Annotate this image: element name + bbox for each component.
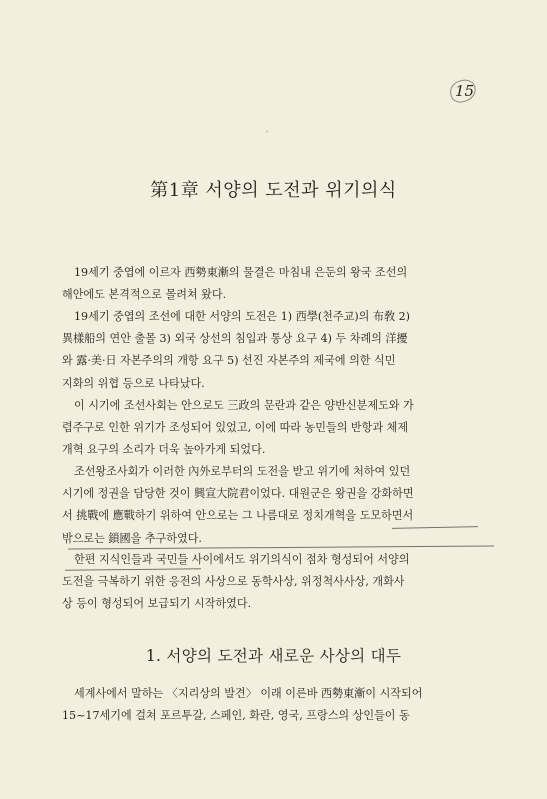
paragraph-3-line-3: 개혁 요구의 소리가 더욱 높아가게 되었다. bbox=[62, 443, 266, 457]
paragraph-6-line-1: 세계사에서 말하는 〈지리상의 발견〉 이래 이른바 西勢東漸이 시작되어 bbox=[74, 687, 423, 700]
paragraph-4-line-3: 서 挑戰에 應戰하기 위하여 안으로는 그 나름대로 정치개혁을 도모하면서 bbox=[62, 509, 414, 523]
paragraph-6-line-2: 15~17세기에 걸쳐 포르투갈, 스페인, 화란, 영국, 프랑스의 상인들이 동 bbox=[62, 709, 410, 723]
chapter-title: 第1章 서양의 도전과 위기의식 bbox=[150, 180, 397, 201]
paragraph-1-line-1: 19세기 중엽에 이르자 西勢東漸의 물결은 마침내 은둔의 왕국 조선의 bbox=[74, 266, 408, 279]
paragraph-1-line-2: 해안에도 본격적으로 몰려쳐 왔다. bbox=[62, 288, 227, 302]
paragraph-2-line-3: 와 露·美·日 자본주의의 개항 요구 5) 선진 자본주의 제국에 의한 식민 bbox=[62, 354, 396, 368]
paragraph-3 bbox=[62, 395, 494, 462]
paragraph-1 bbox=[62, 262, 494, 306]
paragraph-4-line-4: 밖으로는 鎖國을 추구하였다. bbox=[62, 531, 202, 545]
paragraph-3-text bbox=[62, 395, 494, 462]
paragraph-6 bbox=[62, 683, 494, 727]
paragraph-5-line-3: 상 등이 형성되어 보급되기 시작하였다. bbox=[62, 597, 252, 611]
paragraph-2-line-4: 지화의 위협 등으로 나타났다. bbox=[62, 376, 205, 390]
paragraph-5-line-1: 한편 지식인들과 국민들 사이에서도 위기의식이 점차 형성되어 서양의 bbox=[74, 553, 410, 566]
paragraph-4-line-1: 조선왕조사회가 이러한 內外로부터의 도전을 받고 위기에 처하여 있던 bbox=[74, 465, 411, 478]
paragraph-2-line-1: 19세기 중엽의 조선에 대한 서양의 도전은 1) 西學(천주교)의 布敎 2) bbox=[74, 310, 410, 323]
paragraph-4-line-2: 시기에 정권을 담당한 것이 興宣大院君이었다. 대원군은 왕권을 강화하면 bbox=[62, 487, 414, 501]
paragraph-2-line-2: 異樣船의 연안 출몰 3) 외국 상선의 침입과 통상 요구 4) 두 차례의 洋擾 bbox=[62, 332, 408, 346]
paragraph-3-line-2: 렴주구로 인한 위기가 조성되어 있었고, 이에 따라 농민들의 반항과 체제 bbox=[62, 421, 409, 435]
paragraph-5-text bbox=[62, 549, 494, 616]
small-mark: ' bbox=[266, 130, 268, 138]
paragraph-1-text bbox=[62, 262, 494, 306]
paragraph-5 bbox=[62, 549, 494, 616]
paragraph-5-line-2: 도전을 극복하기 위한 응전의 사상으로 동학사상, 위정척사사상, 개화사 bbox=[62, 575, 405, 589]
page-number: 15 bbox=[455, 82, 475, 100]
paragraph-2 bbox=[62, 306, 494, 395]
paragraph-3-line-1: 이 시기에 조선사회는 안으로도 三政의 문란과 같은 양반신분제도와 가 bbox=[74, 399, 414, 412]
paragraph-2-text bbox=[62, 306, 494, 395]
section-title: 1. 서양의 도전과 새로운 사상의 대두 bbox=[145, 647, 402, 665]
paragraph-4-text bbox=[62, 461, 494, 550]
paragraph-6-text bbox=[62, 683, 494, 727]
paragraph-4 bbox=[62, 461, 494, 550]
